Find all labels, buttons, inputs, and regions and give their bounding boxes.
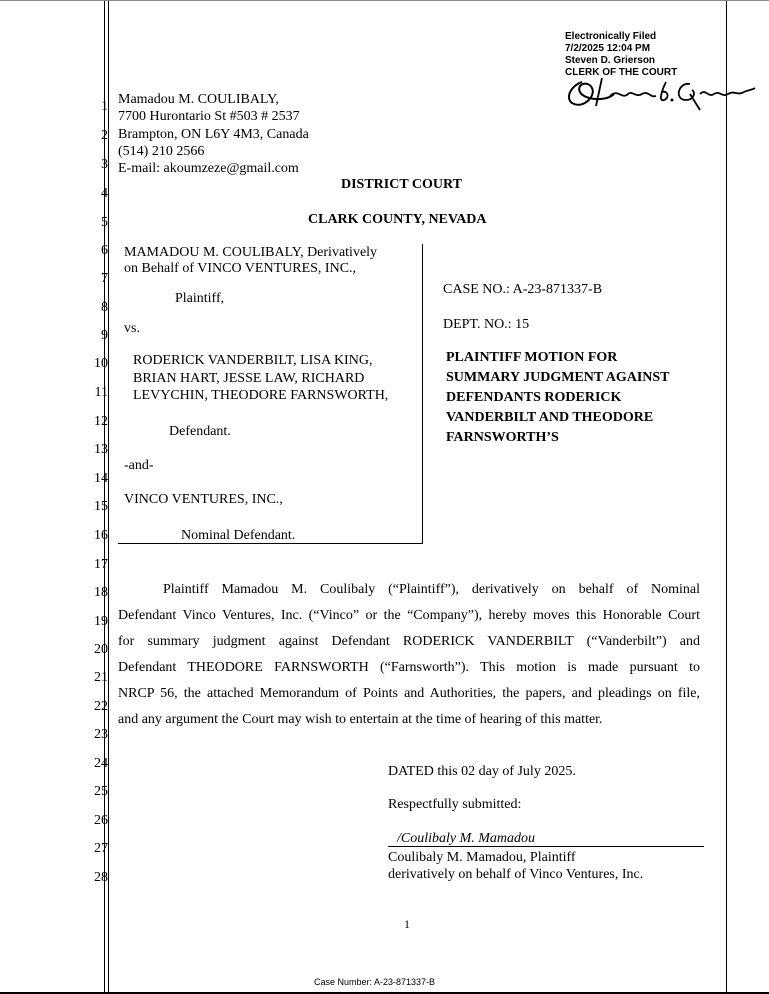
line-number: 3 <box>101 157 108 172</box>
caption-vs: vs. <box>124 321 140 336</box>
line-number: 24 <box>94 756 108 771</box>
stamp-filed: Electronically Filed <box>565 31 657 42</box>
party-address-1: 7700 Hurontario St #503 # 2537 <box>118 109 300 124</box>
line-number: 6 <box>101 243 108 258</box>
line-number: 4 <box>101 186 108 201</box>
line-number: 28 <box>94 870 108 885</box>
caption-defendant-label: Defendant. <box>169 424 231 439</box>
body-line: Defendant THEODORE FARNSWORTH (“Farnsworth”). This motion is made pursuant to <box>118 660 700 675</box>
line-number: 8 <box>101 300 108 315</box>
court-name: DISTRICT COURT <box>341 177 463 192</box>
caption-defendants-line-1: RODERICK VANDERBILT, LISA KING, <box>133 353 373 368</box>
body-line: NRCP 56, the attached Memorandum of Points and Authorities, the papers, and pleadings on file, <box>118 686 700 701</box>
signer-name: Coulibaly M. Mamadou, Plaintiff <box>388 850 576 865</box>
line-number: 2 <box>101 128 108 143</box>
signer-role: derivatively on behalf of Vinco Ventures, Inc. <box>388 867 644 882</box>
motion-title-line-2: SUMMARY JUDGMENT AGAINST <box>446 370 670 385</box>
line-number: 18 <box>94 585 108 600</box>
line-number: 10 <box>94 356 108 371</box>
motion-title-line-4: VANDERBILT AND THEODORE <box>446 410 654 425</box>
party-email: E-mail: akoumzeze@gmail.com <box>118 161 299 176</box>
line-number: 25 <box>94 784 108 799</box>
motion-title-line-1: PLAINTIFF MOTION FOR <box>446 350 618 365</box>
left-margin-line-inner <box>108 0 109 994</box>
caption-and: -and- <box>124 458 154 473</box>
line-number: 7 <box>101 271 108 286</box>
line-number: 21 <box>94 670 108 685</box>
caption-defendants-line-3: LEVYCHIN, THEODORE FARNSWORTH, <box>133 388 389 403</box>
signature-line <box>388 846 704 847</box>
line-number: 20 <box>94 642 108 657</box>
dated-line: DATED this 02 day of July 2025. <box>388 764 576 779</box>
line-number: 19 <box>94 614 108 629</box>
caption-nominal-label: Nominal Defendant. <box>181 528 296 543</box>
party-name: Mamadou M. COULIBALY, <box>118 92 279 107</box>
right-margin-line <box>726 0 727 994</box>
line-number: 17 <box>94 557 108 572</box>
party-address-2: Brampton, ON L6Y 4M3, Canada <box>118 127 309 142</box>
line-number: 26 <box>94 813 108 828</box>
caption-box-right-border <box>422 244 423 544</box>
line-number: 27 <box>94 841 108 856</box>
line-number: 14 <box>94 471 108 486</box>
line-number: 15 <box>94 499 108 514</box>
line-number: 5 <box>101 215 108 230</box>
court-county: CLARK COUNTY, NEVADA <box>308 212 487 227</box>
body-line: Defendant Vinco Ventures, Inc. (“Vinco” or the “Company”), hereby moves this Honorable Court <box>118 608 700 623</box>
line-number: 12 <box>94 414 108 429</box>
motion-title-line-3: DEFENDANTS RODERICK <box>446 390 622 405</box>
e-signature: /Coulibaly M. Mamadou <box>397 831 536 846</box>
line-number: 13 <box>94 442 108 457</box>
line-number: 9 <box>101 328 108 343</box>
respectfully-submitted: Respectfully submitted: <box>388 797 522 812</box>
stamp-clerk-title: CLERK OF THE COURT <box>565 67 678 78</box>
party-phone: (514) 210 2566 <box>118 144 205 159</box>
caption-plaintiff-line-1: MAMADOU M. COULIBALY, Derivatively <box>124 245 378 260</box>
body-line: Plaintiff Mamadou M. Coulibaly (“Plaintiff”), derivatively on behalf of Nominal <box>163 582 700 597</box>
body-line: for summary judgment against Defendant RODERICK VANDERBILT (“Vanderbilt”) and <box>118 634 700 649</box>
footer-case-number: Case Number: A-23-871337-B <box>314 977 436 987</box>
line-number: 11 <box>94 385 108 400</box>
line-number: 22 <box>94 699 108 714</box>
body-line: and any argument the Court may wish to entertain at the time of hearing of this matter. <box>118 712 603 727</box>
caption-plaintiff-line-2: on Behalf of VINCO VENTURES, INC., <box>124 261 357 276</box>
line-number: 1 <box>101 99 108 114</box>
page-top-border <box>0 0 769 1</box>
line-number: 16 <box>94 528 108 543</box>
caption-nominal-defendant: VINCO VENTURES, INC., <box>124 492 283 507</box>
clerk-signature <box>562 70 757 112</box>
line-number: 23 <box>94 727 108 742</box>
motion-title-line-5: FARNSWORTH’S <box>446 430 559 445</box>
department-number: DEPT. NO.: 15 <box>443 317 530 332</box>
caption-defendants-line-2: BRIAN HART, JESSE LAW, RICHARD <box>133 371 365 386</box>
caption-plaintiff-label: Plaintiff, <box>175 291 225 306</box>
stamp-clerk-name: Steven D. Grierson <box>565 55 656 66</box>
case-number: CASE NO.: A-23-871337-B <box>443 282 603 297</box>
stamp-datetime: 7/2/2025 12:04 PM <box>565 43 651 54</box>
page-number: 1 <box>404 917 410 931</box>
